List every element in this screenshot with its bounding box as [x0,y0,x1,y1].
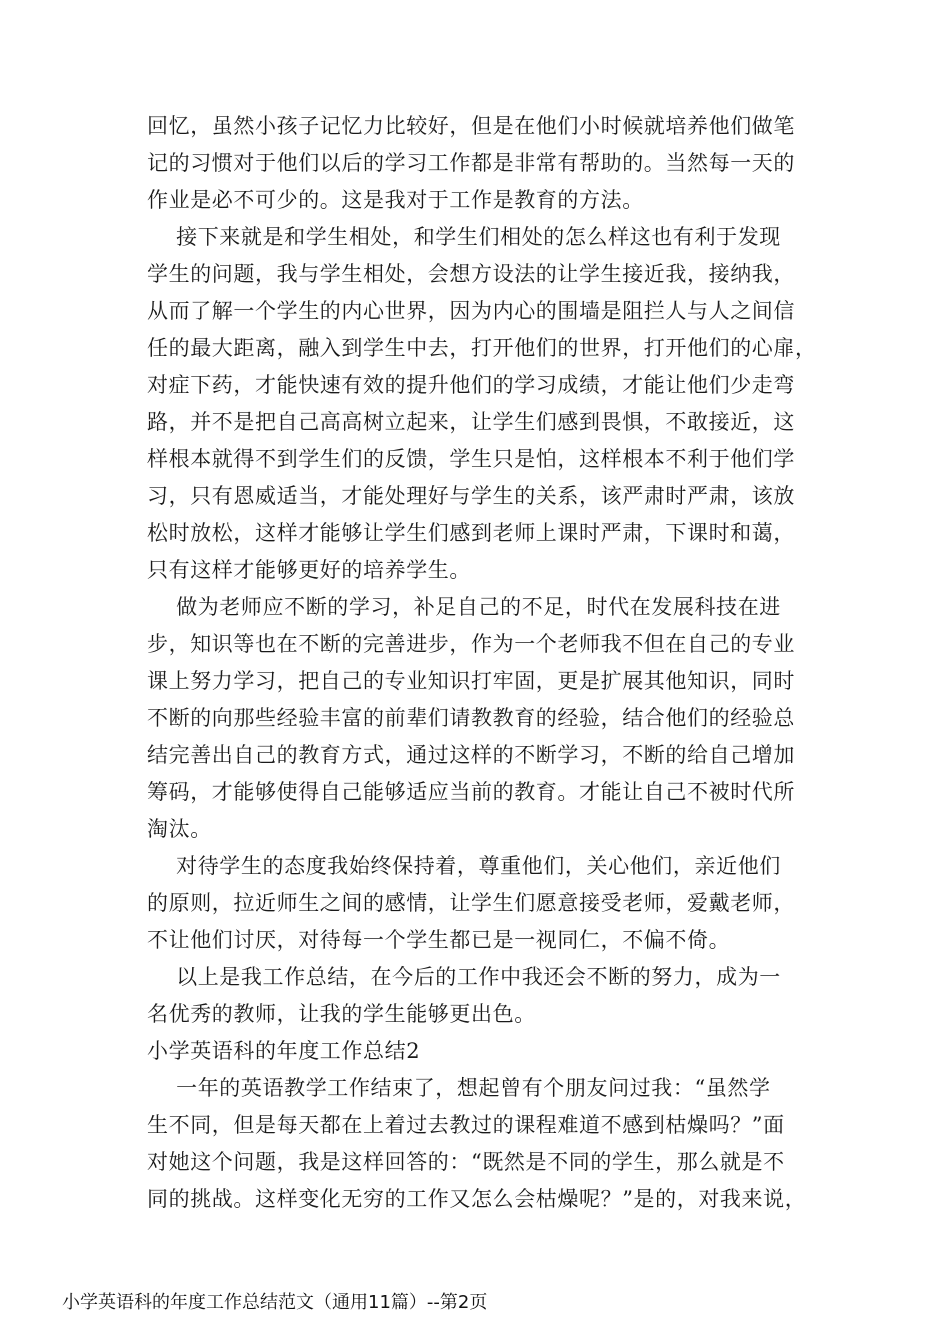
text-line: 接下来就是和学生相处，和学生们相处的怎么样这也有利于发现 [147,225,781,249]
page-footer: 小学英语科的年度工作总结范文（通用11篇）--第2页 [62,1292,488,1313]
text-line: 的原则，拉近师生之间的感情，让学生们愿意接受老师，爱戴老师， [147,891,795,915]
text-line: 课上努力学习，把自己的专业知识打牢固，更是扩展其他知识，同时 [147,669,795,693]
document-body [147,108,827,1218]
text-line: 从而了解一个学生的内心世界，因为内心的围墙是阻拦人与人之间信 [147,299,795,323]
text-line: 不让他们讨厌，对待每一个学生都已是一视同仁，不偏不倚。 [147,928,731,952]
text-line: 同的挑战。这样变化无穷的工作又怎么会枯燥呢？”是的，对我来说， [147,1187,807,1211]
text-line: 松时放松，这样才能够让学生们感到老师上课时严肃，下课时和蔼， [147,521,795,545]
text-line: 对她这个问题，我是这样回答的：“既然是不同的学生，那么就是不 [147,1150,785,1174]
text-line: 做为老师应不断的学习，补足自己的不足，时代在发展科技在进 [147,595,781,619]
text-line: 作业是必不可少的。这是我对于工作是教育的方法。 [147,188,644,212]
text-line: 筹码，才能够使得自己能够适应当前的教育。才能让自己不被时代所 [147,780,795,804]
text-line: 对待学生的态度我始终保持着，尊重他们，关心他们，亲近他们 [147,854,781,878]
text-line: 只有这样才能够更好的培养学生。 [147,558,471,582]
text-line: 不断的向那些经验丰富的前辈们请教教育的经验，结合他们的经验总 [147,706,795,730]
text-line: 以上是我工作总结，在今后的工作中我还会不断的努力，成为一 [147,965,781,989]
text-line: 路，并不是把自己高高树立起来，让学生们感到畏惧，不敢接近，这 [147,410,795,434]
text-line: 生不同，但是每天都在上着过去教过的课程难道不感到枯燥吗？”面 [147,1113,785,1137]
text-line: 淘汰。 [147,817,212,841]
text-line: 回忆，虽然小孩子记忆力比较好，但是在他们小时候就培养他们做笔 [147,114,795,138]
section-heading: 小学英语科的年度工作总结2 [147,1039,421,1063]
text-line: 任的最大距离，融入到学生中去，打开他们的世界，打开他们的心扉， [147,336,817,360]
text-line: 记的习惯对于他们以后的学习工作都是非常有帮助的。当然每一天的 [147,151,795,175]
text-line: 样根本就得不到学生们的反馈，学生只是怕，这样根本不利于他们学 [147,447,795,471]
text-line: 步，知识等也在不断的完善进步，作为一个老师我不但在自己的专业 [147,632,795,656]
text-line: 一年的英语教学工作结束了，想起曾有个朋友问过我：“虽然学 [147,1076,771,1100]
text-line: 学生的问题，我与学生相处，会想方设法的让学生接近我，接纳我， [147,262,795,286]
text-line: 习，只有恩威适当，才能处理好与学生的关系，该严肃时严肃，该放 [147,484,795,508]
text-line: 名优秀的教师，让我的学生能够更出色。 [147,1002,536,1026]
text-line: 对症下药，才能快速有效的提升他们的学习成绩，才能让他们少走弯 [147,373,795,397]
text-line: 结完善出自己的教育方式，通过这样的不断学习，不断的给自己增加 [147,743,795,767]
